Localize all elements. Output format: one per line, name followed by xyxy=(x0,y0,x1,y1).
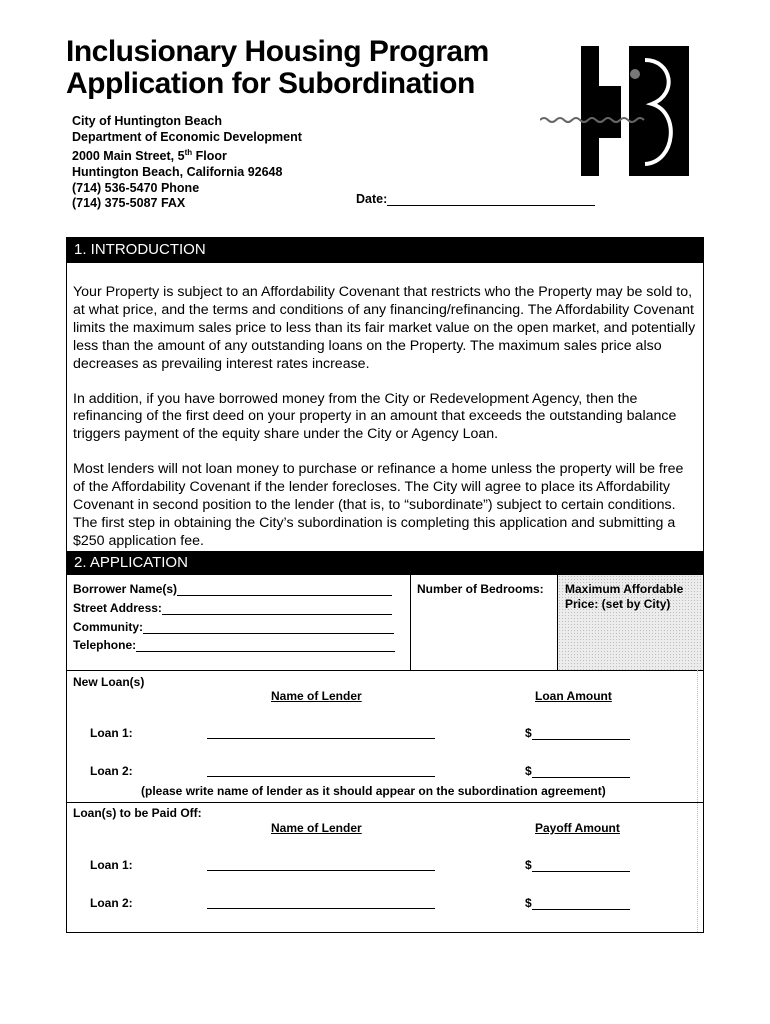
divider xyxy=(410,575,411,670)
date-input-line[interactable] xyxy=(387,194,595,206)
date-label: Date: xyxy=(356,192,388,206)
telephone-input-line[interactable] xyxy=(136,640,395,652)
section-introduction-header: 1. INTRODUCTION xyxy=(66,237,704,263)
community-input-line[interactable] xyxy=(143,622,394,634)
intro-paragraph-2: In addition, if you have borrowed money from the City or Redevelopment Agency, then the refinancing of the first deed on your property in an amount that exceeds the outstanding balance triggers payment of the equity share under the City or Agency Loan. xyxy=(73,390,677,443)
new-loan-2-amount-input[interactable] xyxy=(532,766,630,778)
intro-paragraph-3: Most lenders will not loan money to purchase or refinance a home unless the property will be free of the Affordability Covenant if the lender forecloses. The City will agree to place its Affordability Covenant in second position to the lender (that is, to “subordinate”) subject to certain conditions. The first step in obtaining the City’s subordination is completing this application and submitting a $250 application fee. xyxy=(73,461,684,549)
new-loan-1-lender-input[interactable] xyxy=(207,738,435,739)
borrower-name-field[interactable] xyxy=(73,582,392,596)
new-loan-1-amount-field[interactable] xyxy=(525,726,630,740)
paid-off-loan-2-amount-field[interactable] xyxy=(525,896,630,910)
introduction-text xyxy=(73,284,698,568)
address-line-3 xyxy=(72,145,302,165)
new-loan-2-label: Loan 2: xyxy=(90,764,133,778)
address-line-2: Department of Economic Development xyxy=(72,129,302,144)
address-line-3-post: Floor xyxy=(192,149,227,164)
community-field[interactable] xyxy=(73,620,394,634)
dollar-sign: $ xyxy=(525,726,532,740)
address-block xyxy=(72,114,302,212)
bedrooms-label: Number of Bedrooms: xyxy=(417,582,544,596)
paid-off-loan-2-label: Loan 2: xyxy=(90,896,133,910)
hb-logo-icon xyxy=(540,42,692,178)
max-price-label xyxy=(565,582,683,612)
new-loans-label: New Loan(s) xyxy=(73,675,145,689)
new-loan-1-label: Loan 1: xyxy=(90,726,133,740)
page-title xyxy=(66,36,489,100)
address-line-4: Huntington Beach, California 92648 xyxy=(72,164,283,179)
street-address-label: Street Address: xyxy=(73,601,162,615)
section-application-header: 2. APPLICATION xyxy=(66,551,704,575)
street-address-input-line[interactable] xyxy=(162,603,392,615)
address-line-5: (714) 536-5470 Phone xyxy=(72,180,200,195)
intro-paragraph-1: Your Property is subject to an Affordability Covenant that restricts who the Property may be sold to, at what price, and the terms and conditions of any financing/refinancing. The Affordability Covenant limits the maximum sales price to less than its fair market value on the open market, and potentially less than the amount of any outstanding loans on the Property. The maximum sales price also decreases as prevailing interest rates increase. xyxy=(73,284,696,372)
paid-off-lender-header: Name of Lender xyxy=(271,821,362,835)
divider xyxy=(66,670,704,671)
borrower-name-input-line[interactable] xyxy=(177,584,392,596)
paid-off-amount-header: Payoff Amount xyxy=(535,821,620,835)
paid-off-loan-2-lender-input[interactable] xyxy=(207,908,435,909)
dollar-sign: $ xyxy=(525,764,532,778)
street-address-field[interactable] xyxy=(73,601,392,615)
new-loans-amount-header: Loan Amount xyxy=(535,689,612,703)
new-loan-1-amount-input[interactable] xyxy=(532,728,630,740)
max-price-label-line-1: Maximum Affordable xyxy=(565,582,684,596)
new-loan-2-amount-field[interactable] xyxy=(525,764,630,778)
address-line-1: City of Huntington Beach xyxy=(72,114,222,128)
new-loans-lender-header: Name of Lender xyxy=(271,689,362,703)
telephone-field[interactable] xyxy=(73,638,395,652)
paid-off-loan-2-amount-input[interactable] xyxy=(532,898,630,910)
address-line-3-sup: th xyxy=(184,148,193,158)
lender-name-note: (please write name of lender as it should appear on the subordination agreement) xyxy=(141,784,606,798)
community-label: Community: xyxy=(73,620,143,634)
borrower-name-label: Borrower Name(s) xyxy=(73,582,178,596)
paid-off-loan-1-amount-field[interactable] xyxy=(525,858,630,872)
address-line-6: (714) 375-5087 FAX xyxy=(72,196,186,211)
paid-off-label: Loan(s) to be Paid Off: xyxy=(73,806,202,820)
title-line-1: Inclusionary Housing Program xyxy=(66,35,489,68)
paid-off-loan-1-amount-input[interactable] xyxy=(532,860,630,872)
dollar-sign: $ xyxy=(525,858,532,872)
telephone-label: Telephone: xyxy=(73,638,137,652)
title-line-2: Application for Subordination xyxy=(66,67,475,100)
address-line-3-pre: 2000 Main Street, 5 xyxy=(72,149,185,164)
scan-edge xyxy=(697,670,704,932)
paid-off-loan-1-label: Loan 1: xyxy=(90,858,133,872)
max-price-label-line-2: Price: (set by City) xyxy=(565,597,671,611)
new-loan-2-lender-input[interactable] xyxy=(207,776,435,777)
dollar-sign: $ xyxy=(525,896,532,910)
date-field[interactable] xyxy=(356,192,595,206)
paid-off-loan-1-lender-input[interactable] xyxy=(207,870,435,871)
divider xyxy=(66,802,704,803)
